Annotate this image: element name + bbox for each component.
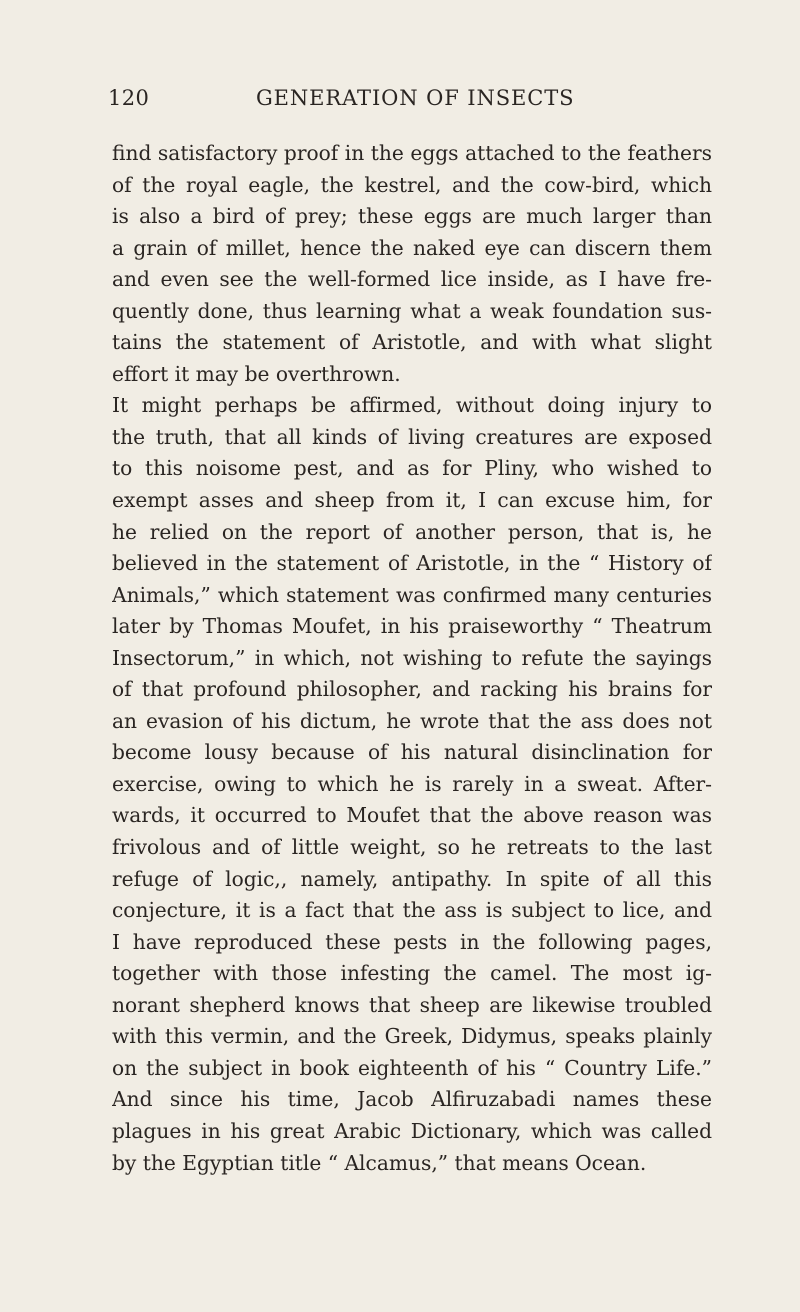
text-line: Insectorum,” in which, not wishing to refute the sayings [112,645,712,670]
text-line: and even see the well-formed lice inside, as I have fre- [112,267,712,292]
text-line: is also a bird of prey; these eggs are much larger than [112,204,712,229]
text-line: by the Egyptian title “ Alcamus,” that means Ocean. [112,1150,647,1175]
text-line: wards, it occurred to Moufet that the above reason was [112,803,712,828]
text-line: exercise, owing to which he is rarely in a sweat. After- [112,771,712,796]
text-line: with this vermin, and the Greek, Didymus, speaks plainly [112,1024,712,1049]
running-title: GENERATION OF INSECTS [256,86,575,110]
text-line: find satisfactory proof in the eggs attached to the feathers [112,141,712,165]
text-line: effort it may be overthrown. [112,361,401,386]
text-line: of that profound philosopher, and racking his brains for [112,677,712,702]
text-line: frivolous and of little weight, so he retreats to the last [112,835,712,860]
text-line: later by Thomas Moufet, in his praiseworthy “ Theatrum [112,614,712,639]
text-line: I have reproduced these pests in the following pages, [112,929,712,954]
text-line: together with those infesting the camel. The most ig- [112,961,712,986]
text-line: become lousy because of his natural disinclination for [112,740,712,765]
text-line: plagues in his great Arabic Dictionary, which was called [112,1118,712,1143]
text-line: refuge of logic,, namely, antipathy. In spite of all this [112,866,712,891]
text-line: And since his time, Jacob Alfiruzabadi names these [112,1087,712,1112]
paragraph-start-line: It might perhaps be affirmed, without doing injury to [112,393,712,418]
text-line: on the subject in book eighteenth of his “ Country Life.” [112,1055,712,1080]
text-line: the truth, that all kinds of living creatures are exposed [112,424,712,449]
text-line: an evasion of his dictum, he wrote that the ass does not [112,708,712,733]
page-number: 120 [108,86,150,110]
text-line: conjecture, it is a fact that the ass is subject to lice, and [112,898,712,923]
text-line: he relied on the report of another person, that is, he [112,519,712,544]
text-line: of the royal eagle, the kestrel, and the cow-bird, which [112,172,712,197]
text-line: to this noisome pest, and as for Pliny, who wished to [112,456,712,481]
running-head [108,86,706,114]
text-line: Animals,” which statement was confirmed many centuries [112,582,712,607]
text-line: believed in the statement of Aristotle, in the “ History of [112,551,712,576]
text-line: norant shepherd knows that sheep are likewise troubled [112,992,712,1017]
text-line: quently done, thus learning what a weak foundation sus- [112,298,712,323]
text-line: a grain of millet, hence the naked eye can discern them [112,235,712,260]
text-line: tains the statement of Aristotle, and with what slight [112,330,712,355]
text-line: exempt asses and sheep from it, I can excuse him, for [112,488,712,513]
body-text [112,138,712,1179]
